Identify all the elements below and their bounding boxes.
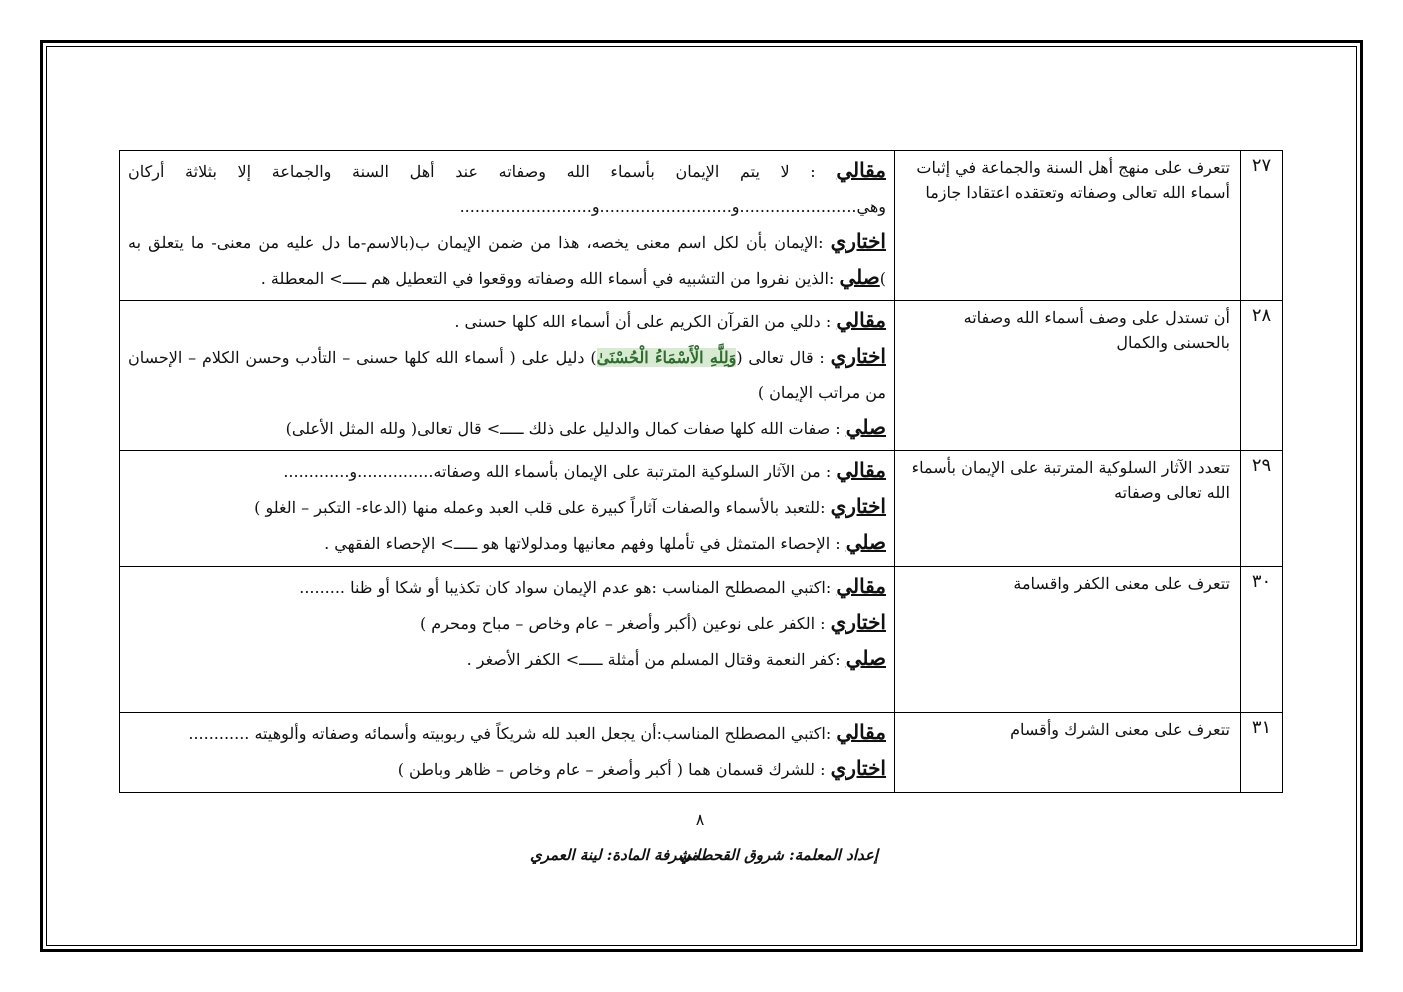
questions-cell (120, 713, 895, 793)
table-row (120, 451, 1283, 567)
sahhi-line (128, 641, 886, 677)
sahhi-text: :الذين نفروا من التشبيه في أسماء الله وصفاته ووقعوا في التعطيل هم ـــــ> المعطلة . (260, 269, 840, 288)
objective-cell: تتعدد الآثار السلوكية المترتبة على الإيمان بأسماء الله تعالى وصفاته (895, 451, 1241, 567)
ikhtiari-text: :للتعبد بالأسماء والصفات آثاراً كبيرة على قلب العبد وعمله منها (الدعاء- التكبر – الغلو ) (254, 498, 831, 517)
page-number: ٨ (695, 810, 705, 829)
table-row (120, 567, 1283, 713)
maqali-line (128, 453, 886, 489)
prepared-by: إعداد المعلمة: شروق القحطاني (679, 846, 878, 864)
row-number: ٢٩ (1241, 451, 1283, 567)
ikhtiari-line (128, 339, 886, 410)
ikhtiari-text: : للشرك قسمان هما ( أكبر وأصغر – عام وخاص – ظاهر وباطن ) (397, 760, 831, 779)
sahhi-line (128, 525, 886, 561)
maqali-line (128, 153, 886, 224)
sahhi-line (128, 410, 886, 446)
maqali-line (128, 569, 886, 605)
maqali-text: : من الآثار السلوكية المترتبة على الإيمان بأسماء الله وصفاته...............و............. (283, 462, 837, 481)
sahhi-text: :كفر النعمة وقتال المسلم من أمثلة ـــــ> الكفر الأصغر . (466, 650, 846, 669)
objective-cell: تتعرف على معنى الشرك وأقسام (895, 713, 1241, 793)
ikhtiari-text: : الكفر على نوعين (أكبر وأصغر – عام وخاص – مباح ومحرم ) (419, 614, 831, 633)
questions-cell (120, 451, 895, 567)
ikhtiari-line (128, 751, 886, 787)
maqali-text: :اكتبي المصطلح المناسب:أن يجعل العبد لله شريكاً في ربوبيته وأسمائه وصفاته وألوهيته ............ (188, 724, 837, 743)
maqali-text: : لا يتم الإيمان بأسماء الله وصفاته عند أهل السنة والجماعة إلا بثلاثة أركان وهي.......................و..........................و.......................... (128, 162, 886, 216)
ikhtiari-text: :الإيمان بأن لكل اسم معنى يخصه، هذا من ضمن الإيمان ب(بالاسم-ما دل عليه من معنى- ما يتعلق به ) (128, 233, 886, 288)
footer-signatures (520, 846, 890, 876)
table-row (120, 301, 1283, 451)
ikhtiari-line (128, 224, 886, 296)
ikhtiari-text-post: ) دليل على ( أسماء الله كلها حسنى – التأدب وحسن الكلام – الإحسان من مراتب الإيمان ) (128, 348, 886, 402)
questions-cell (120, 567, 895, 713)
ikhtiari-label: اختاري (830, 229, 886, 253)
ikhtiari-line (128, 489, 886, 525)
maqali-text: : دللي من القرآن الكريم على أن أسماء الله كلها حسنى . (454, 312, 837, 331)
ikhtiari-label: اختاري (830, 610, 886, 634)
table-row (120, 151, 1283, 301)
objective-cell: تتعرف على منهج أهل السنة والجماعة في إثبات أسماء الله تعالى وصفاته وتعتقده اعتقادا جازما (895, 151, 1241, 301)
ikhtiari-label: اختاري (830, 756, 886, 780)
supervisor: مشرفة المادة: لينة العمري (530, 846, 699, 864)
objective-cell: أن تستدل على وصف أسماء الله وصفاته بالحسنى والكمال (895, 301, 1241, 451)
maqali-label: مقالي (836, 720, 886, 744)
sahhi-label: صلي (845, 415, 886, 439)
row-number: ٣١ (1241, 713, 1283, 793)
table-row (120, 713, 1283, 793)
maqali-label: مقالي (836, 574, 886, 598)
row-number: ٢٨ (1241, 301, 1283, 451)
maqali-text: :اكتبي المصطلح المناسب :هو عدم الإيمان سواد كان تكذيبا أو شكا أو ظنا ......... (299, 578, 837, 597)
maqali-line (128, 715, 886, 751)
sahhi-label: صلي (845, 646, 886, 670)
maqali-line (128, 303, 886, 339)
ikhtiari-label: اختاري (830, 494, 886, 518)
maqali-label: مقالي (836, 158, 886, 182)
maqali-label: مقالي (836, 308, 886, 332)
ikhtiari-line (128, 605, 886, 641)
row-number: ٣٠ (1241, 567, 1283, 713)
objective-cell: تتعرف على معنى الكفر واقسامة (895, 567, 1241, 713)
ikhtiari-label: اختاري (830, 344, 886, 368)
sahhi-label: صلي (845, 530, 886, 554)
row-number: ٢٧ (1241, 151, 1283, 301)
questions-cell (120, 151, 895, 301)
sahhi-text: : صفات الله كلها صفات كمال والدليل على ذلك ـــــ> قال تعالى( ولله المثل الأعلى) (285, 419, 846, 438)
quran-verse: وَلِلَّهِ الْأَسْمَاءُ الْحُسْنَىٰ (596, 348, 737, 367)
objectives-table (119, 150, 1283, 793)
ikhtiari-text-pre: : قال تعالى ( (736, 348, 831, 367)
maqali-label: مقالي (836, 458, 886, 482)
sahhi-label: صلي (839, 265, 880, 289)
questions-cell (120, 301, 895, 451)
sahhi-text: : الإحصاء المتمثل في تأملها وفهم معانيها ومدلولاتها هو ـــــ> الإحصاء الفقهي . (324, 534, 846, 553)
